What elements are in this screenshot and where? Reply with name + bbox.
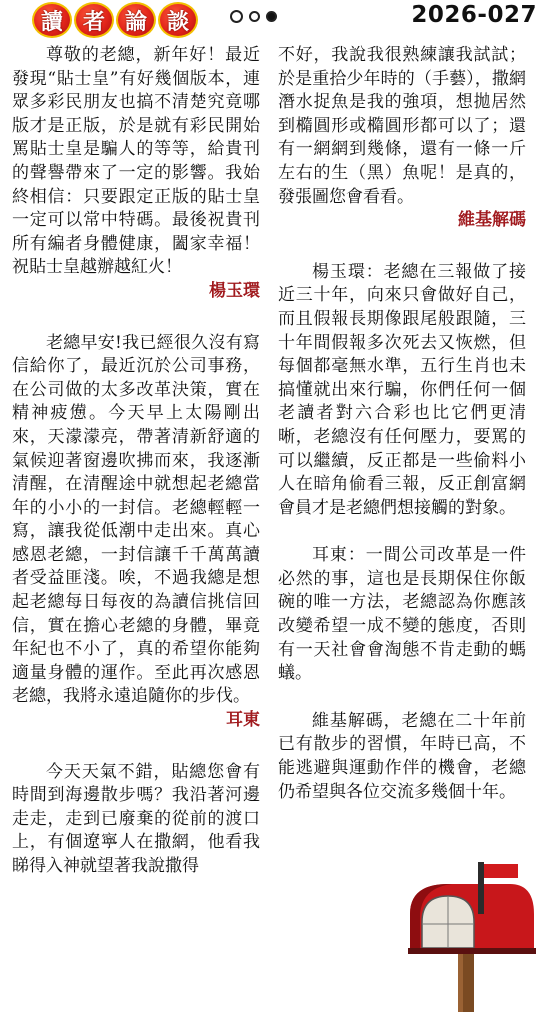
letter-paragraph: 尊敬的老總，新年好！最近發現“貼士皇”有好幾個版本，連眾多彩民朋友也搞不清楚究竟哪版才是正版，於是就有彩民開始罵貼士皇是騙人的等等，給貴刊的聲譽帶來了一定的影響。我始終相信：只要跟定正版的貼士皇一定可以常中特碼。最後祝貴刊所有編者身體健康，闔家幸福！祝貼士皇越辦越紅火！ (12, 45, 260, 278)
page-header (0, 0, 545, 40)
title-badge: 論 (116, 2, 156, 38)
title-badge: 讀 (32, 2, 72, 38)
letter-signature: 楊玉環 (209, 280, 260, 301)
decorative-dots (230, 10, 277, 23)
letter-signature: 維基解碼 (458, 210, 526, 231)
reply-paragraph: 楊玉環：老總在三報做了接近三十年，向來只會做好自己，而且假報長期像跟尾般跟隨，三十年間假報多次死去又恢燃，但每個都毫無水準，五行生肖也未搞懂就出來行騙，你們任何一個老讀者對六合彩也比它們更清晰，老總沒有任何壓力，要罵的可以繼續，反正都是一些偷料小人在暗角偷看三報，反正創富網會員才是老總們想接觸的對象。 (278, 261, 526, 518)
letter-paragraph: 今天天氣不錯，貼總您會有時間到海邊散步嗎？我沿著河邊走走，走到已廢棄的從前的渡口上，有個遼寧人在撒網，他看我睇得入神就望著我說撒得 (12, 761, 260, 876)
circle-filled-icon (266, 11, 277, 22)
issue-number: 2026-027 (411, 2, 537, 28)
title-badge: 者 (74, 2, 114, 38)
mailbox-icon (400, 862, 540, 1012)
section-title-badges (32, 2, 198, 38)
circle-outline-icon (230, 10, 243, 23)
circle-outline-icon (249, 11, 260, 22)
letter-paragraph: 不好，我說我很熟練讓我試試；於是重拾少年時的（手藝），撒網潛水捉魚是我的強項，想拋居然到橢圓形或橢圓形都可以了；還有一網網到幾條，還有一條一斤左右的生（黑）魚呢！是真的，發張圖您會看看。 (278, 45, 526, 207)
letter-paragraph: 老總早安!我已經很久沒有寫信給你了，最近沉於公司事務，在公司做的太多改革決策，實在精神疲憊。今天早上太陽剛出來，天濛濛亮，帶著清新舒適的氣候迎著窗邊吹拂而來，我逐漸清醒，在清醒途中就想起老總當年的小小的一封信。老總輕輕一寫，讓我從低潮中走出來。真心感恩老總，一封信讓千千萬萬讀者受益匪淺。唉，不過我總是想起老總每日每夜的為讀信挑信回信，實在擔心老總的身體，畢竟年紀也不小了，真的希望你能夠適量身體的運作。至此再次感恩老總，我將永遠追隨你的步伐。 (12, 332, 260, 707)
left-column (12, 44, 260, 879)
right-column (278, 44, 526, 804)
reply-paragraph: 維基解碼，老總在二十年前已有散步的習慣，年時已高，不能逃避與運動作伴的機會，老總仍希望與各位交流多幾個十年。 (278, 710, 526, 802)
reply-paragraph: 耳東：一間公司改革是一件必然的事，這也是長期保住你飯碗的唯一方法，老總認為你應該改變希望一成不變的態度，否則有一天社會會淘態不肯走動的螞蟻。 (278, 545, 526, 684)
title-badge: 談 (158, 2, 198, 38)
letter-signature: 耳東 (226, 710, 260, 731)
